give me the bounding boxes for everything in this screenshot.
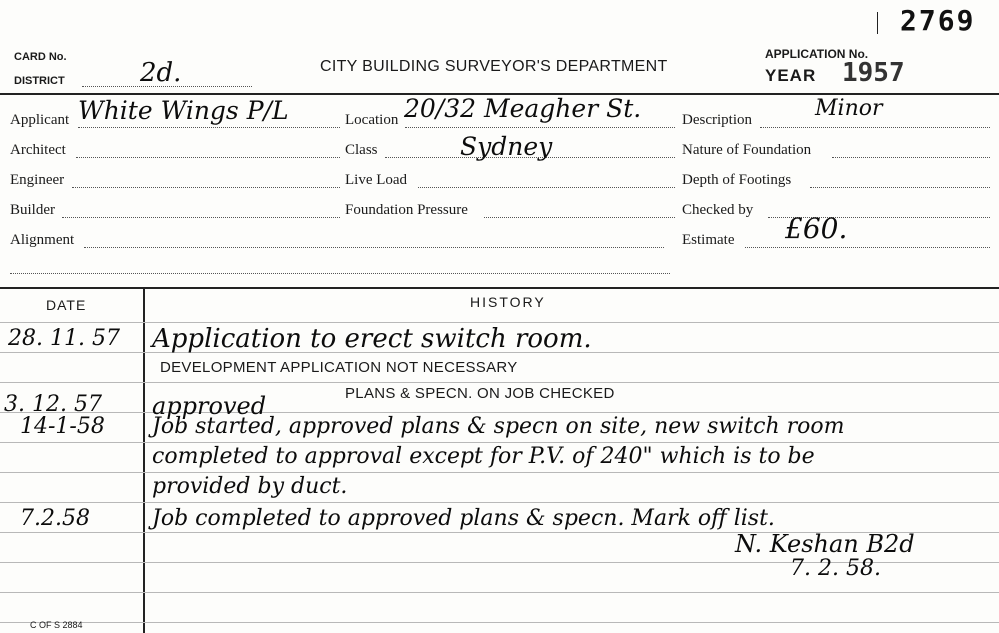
alignment-label: Alignment <box>10 232 75 248</box>
architect-label: Architect <box>10 142 66 158</box>
history-stamp: DEVELOPMENT APPLICATION NOT NECESSARY <box>160 359 518 376</box>
ruled-line <box>0 472 999 473</box>
card-number: 2769 <box>900 4 976 37</box>
date-column-divider <box>143 288 145 633</box>
blank-line <box>10 273 670 274</box>
nature-of-foundation-label: Nature of Foundation <box>682 142 812 158</box>
history-date: 7.2.58 <box>20 506 90 531</box>
district-label: DISTRICT <box>14 75 65 87</box>
history-stamp: PLANS & SPECN. ON JOB CHECKED <box>345 385 615 402</box>
applicant-value: White Wings P/L <box>78 96 289 125</box>
ruled-line <box>0 592 999 593</box>
location-label: Location <box>345 112 399 128</box>
ruled-line <box>0 442 999 443</box>
builder-label: Builder <box>10 202 55 218</box>
ruled-line <box>0 412 999 413</box>
engineer-line <box>72 187 340 188</box>
location-line <box>405 127 675 128</box>
history-header: HISTORY <box>470 294 546 310</box>
applicant-label: Applicant <box>10 112 70 128</box>
alignment-line <box>84 247 664 248</box>
description-line <box>760 127 990 128</box>
applicant-line <box>78 127 340 128</box>
foundation-pressure-label: Foundation Pressure <box>345 202 468 218</box>
history-date: 14-1-58 <box>20 414 105 439</box>
estimate-line <box>745 247 990 248</box>
foundation-pressure-line <box>484 217 675 218</box>
live-load-label: Live Load <box>345 172 408 188</box>
date-header: DATE <box>46 297 87 313</box>
history-signature: N. Keshan B2d <box>735 530 915 558</box>
history-date: 3. 12. 57 <box>4 392 102 417</box>
engineer-label: Engineer <box>10 172 65 188</box>
year-label: YEAR <box>765 66 817 85</box>
history-date: 28. 11. 57 <box>8 326 120 351</box>
history-text: Job completed to approved plans & specn. Mark off list. <box>152 506 775 531</box>
class-label: Class <box>345 142 378 158</box>
history-signature-date: 7. 2. 58. <box>790 556 881 581</box>
checked-by-label: Checked by <box>682 202 754 218</box>
builder-line <box>62 217 340 218</box>
ruled-line <box>0 322 999 323</box>
application-no-label: APPLICATION No. <box>765 47 869 61</box>
depth-of-footings-line <box>810 187 990 188</box>
depth-of-footings-label: Depth of Footings <box>682 172 792 188</box>
ruled-line <box>0 382 999 383</box>
department-title: CITY BUILDING SURVEYOR'S DEPARTMENT <box>320 58 668 75</box>
history-text: approved <box>152 392 267 420</box>
history-text: completed to approval except for P.V. of 240" which is to be <box>152 444 815 469</box>
year-value: 1957 <box>842 58 905 88</box>
history-text: provided by duct. <box>152 474 348 499</box>
estimate-value: £60. <box>785 212 848 245</box>
live-load-line <box>418 187 675 188</box>
nature-of-foundation-line <box>832 157 990 158</box>
description-label: Description <box>682 112 752 128</box>
description-value: Minor <box>815 96 883 121</box>
ruled-line <box>0 622 999 623</box>
card-no-label: CARD No. <box>14 51 67 63</box>
history-text: Job started, approved plans & specn on site, new switch room <box>152 414 845 439</box>
estimate-label: Estimate <box>682 232 735 248</box>
class-value: Sydney <box>460 132 553 161</box>
history-top-rule <box>0 287 999 289</box>
history-text: Application to erect switch room. <box>152 324 592 354</box>
ruled-line <box>0 502 999 503</box>
form-code: C OF S 2884 <box>30 620 83 630</box>
architect-line <box>76 157 340 158</box>
district-value: 2d. <box>140 58 182 88</box>
location-value: 20/32 Meagher St. <box>404 94 642 123</box>
number-tick <box>877 12 878 34</box>
